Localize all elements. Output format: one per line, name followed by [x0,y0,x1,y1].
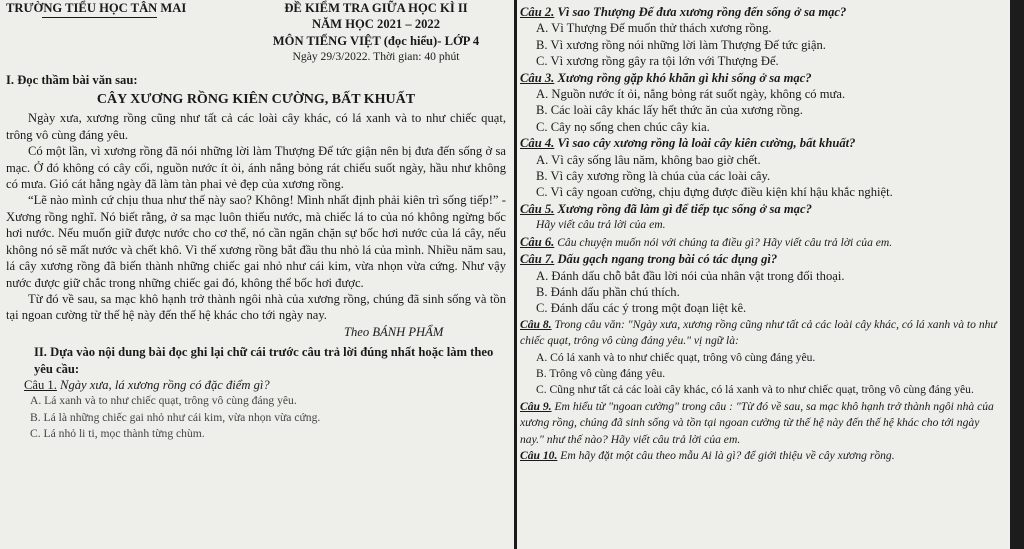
question-8-text: Trong câu văn: "Ngày xưa, xương rồng cũng như tất cả các loài cây khác, có lá xanh và to như chiếc quạt, trông vô cùng đáng yêu." vị ngữ là: [520,317,997,348]
q7-option-a[interactable]: A. Đánh dấu chỗ bắt đầu lời nói của nhân vật trong đối thoại. [536,268,845,283]
question-2-number: Câu 2. [520,5,555,19]
left-column [6,0,506,443]
question-10-text: Em hãy đặt một câu theo mẫu Ai là gì? để giới thiệu về cây xương rồng. [557,448,895,462]
question-2 [520,4,1006,20]
question-5 [520,201,1006,217]
q4-option-a[interactable]: A. Vì cây sống lâu năm, không bao giờ chết. [536,152,761,167]
question-5-text: Xương rồng đã làm gì để tiếp tục sống ở sa mạc? [554,201,812,216]
question-7-text: Dấu gạch ngang trong bài có tác dụng gì? [554,252,778,267]
question-8 [520,317,1006,350]
subject: MÔN TIẾNG VIỆT (đọc hiểu)- LỚP 4 [272,33,480,48]
question-6-number: Câu 6. [520,234,555,249]
question-6-text: Câu chuyện muốn nói với chúng ta điều gì? Hãy viết câu trả lời của em. [554,235,893,249]
q8-option-a[interactable]: A. Có lá xanh và to như chiếc quạt, trông vô cùng đáng yêu. [536,350,816,364]
school-block [6,0,186,66]
part2-heading: II. Dựa vào nội dung bài đọc ghi lại chữ cái trước câu trả lời đúng nhất hoặc làm theo yêu cầu: [34,345,494,376]
date-time: Ngày 29/3/2022. Thời gian: 40 phút [292,50,460,64]
question-4 [520,135,1006,151]
story-paragraph-1: Ngày xưa, xương rồng cũng như tất cả các loài cây khác, có lá xanh và to như chiếc quạt, trông vô cùng đáng yêu. [6,111,506,142]
q7-option-b[interactable]: B. Đánh dấu phần chú thích. [536,284,680,299]
q4-option-b[interactable]: B. Vì cây xương rồng là chúa của các loài cây. [536,169,771,184]
question-1-number: Câu 1. [24,377,57,392]
question-9 [520,399,1006,448]
story-title: CÂY XƯƠNG RỒNG KIÊN CƯỜNG, BẤT KHUẤT [96,92,416,108]
question-6 [520,234,1006,251]
question-3-text: Xương rồng gặp khó khăn gì khi sống ở sa mạc? [554,70,812,85]
q8-option-b[interactable]: B. Trông vô cùng đáng yêu. [536,366,666,380]
question-5-number: Câu 5. [520,201,555,216]
question-7 [520,251,1006,267]
question-4-text: Vì sao cây xương rồng là loài cây kiên cường, bất khuất? [554,136,856,151]
part1-heading: I. Đọc thầm bài văn sau: [6,72,138,87]
q2-option-b[interactable]: B. Vì xương rồng nói những lời làm Thượng Đế tức giận. [536,37,826,52]
question-9-number: Câu 9. [520,399,552,413]
q1-option-a[interactable]: A. Lá xanh và to như chiếc quạt, trông vô cùng đáng yêu. [30,394,297,408]
question-1-text: Ngày xưa, lá xương rồng có đặc điểm gì? [56,377,270,392]
school-name: TRƯỜNG TIỂU HỌC TÂN MAI [6,1,187,15]
question-2-text: Vì sao Thượng Đế đưa xương rồng đến sống ở sa mạc? [554,5,847,19]
story-source: Theo BÁNH PHẨM [344,324,444,339]
question-3-number: Câu 3. [520,70,555,85]
story-paragraph-4: Từ đó về sau, sa mạc khô hạnh trở thành ngôi nhà của xương rồng, chúng đã sinh sống và tồn tại ngoan cường từ thế hệ này đến thế hệ khác cho tới ngày nay. [6,291,506,323]
q3-option-b[interactable]: B. Các loài cây khác lấy hết thức ăn của xương rồng. [536,103,803,118]
q3-option-a[interactable]: A. Nguồn nước ít ỏi, nắng bỏng rát suốt ngày, không có mưa. [536,87,846,102]
question-10 [520,448,1006,464]
exam-title: ĐỀ KIỂM TRA GIỮA HỌC KÌ II [284,1,468,15]
q5-hint: Hãy viết câu trả lời của em. [536,218,666,232]
q1-option-b[interactable]: B. Lá là những chiếc gai nhỏ như cái kim, vừa nhọn vừa cứng. [30,410,321,424]
story-paragraph-3: “Lẽ nào mình cứ chịu thua như thế này sao? Không! Mình nhất định phải kiên trì sống tiếp!” - Xương rồng nghĩ. Nó biết rằng, ở sa mạc luôn thiếu nước, mà chiếc lá to của nó không ngừng bốc hơi nước. Nếu muốn giữ được nước cho cơ thể, nó cần ngăn chặn sự bốc hơi nước của lá cây, nếu không nó sẽ mất nước và chết khô. Vì thế xương rồng bắt đầu thu nhỏ lá của mình. Nhiều năm sau, lá cây xương rồng đã biến thành những chiếc gai nhỏ như cái kim, vừa nhọn vừa cứng. Như vậy nước được giữ chắc trong những chiếc gai đó, không thể bốc hơi được. [6,193,506,290]
question-8-number: Câu 8. [520,317,552,331]
exam-info [246,0,506,66]
question-4-number: Câu 4. [520,136,555,151]
right-column [520,0,1006,464]
exam-header [6,0,506,66]
q1-option-c[interactable]: C. Lá nhỏ li ti, mọc thành từng chùm. [30,427,205,441]
q4-option-c[interactable]: C. Vì cây ngoan cường, chịu đựng được điều kiện khí hậu khắc nghiệt. [536,185,893,200]
q2-option-c[interactable]: C. Vì xương rồng gây ra tội lớn với Thượng Đế. [536,54,779,69]
story-paragraph-2: Có một lần, vì xương rồng đã nói những lời làm Thượng Đế tức giận nên bị đưa đến sống ở sa mạc. Ở đó không có cây cối, nguồn nước ít ỏi, ánh nắng bỏng rát chiếu suốt ngày, hầu như không có mưa. Gió cát hằng ngày đã làm tàn phai vẻ đẹp của xương rồng. [6,144,506,192]
question-1 [6,377,506,393]
school-underline [42,17,157,18]
q2-option-a[interactable]: A. Vì Thượng Đế muốn thử thách xương rồng. [536,21,772,36]
column-divider [514,0,517,549]
question-10-number: Câu 10. [520,448,558,462]
q8-option-c[interactable]: C. Cũng như tất cả các loài cây khác, có lá xanh và to như chiếc quạt, trông vô cùng đáng yêu. [536,383,974,397]
question-3 [520,70,1006,86]
q7-option-c[interactable]: C. Đánh dấu các ý trong một đoạn liệt kê. [536,301,747,316]
question-9-text: Em hiểu từ "ngoan cường" trong câu : "Từ đó về sau, sa mạc khô hạnh trở thành ngôi nhà của xương rồng, chúng đã sinh sống và tồn tại ngoan cường từ thế hệ này đến thế hệ khác cho tới ngày nay." như thế nào? Hãy viết câu trả lời của em. [520,399,994,446]
q3-option-c[interactable]: C. Cây nọ sống chen chúc cây kia. [536,119,710,134]
school-year: NĂM HỌC 2021 – 2022 [311,17,441,32]
question-7-number: Câu 7. [520,252,555,267]
